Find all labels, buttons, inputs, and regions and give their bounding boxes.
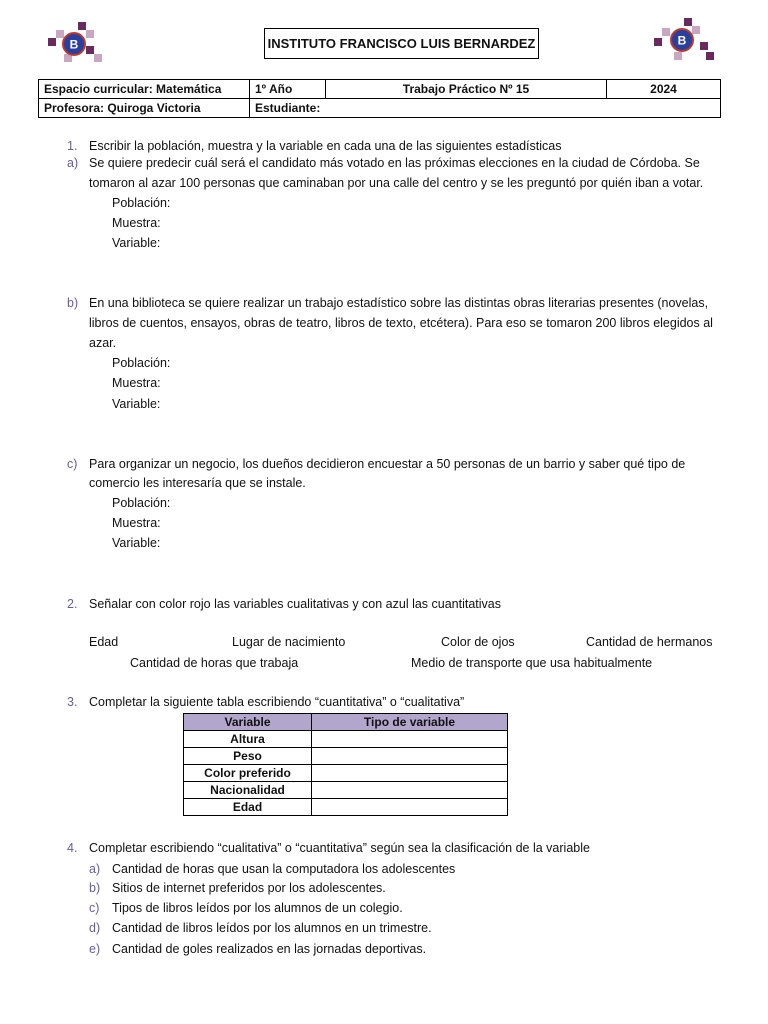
table-cell: Color preferido bbox=[184, 765, 312, 782]
field-label: Variable: bbox=[112, 397, 161, 411]
item-letter: e) bbox=[89, 942, 101, 956]
variable-word: Lugar de nacimiento bbox=[232, 635, 346, 649]
field-label: Muestra: bbox=[112, 216, 161, 230]
field-label: Población: bbox=[112, 356, 171, 370]
question-number: 1. bbox=[67, 139, 78, 153]
header-row bbox=[39, 80, 721, 99]
item-text: Cantidad de libros leídos por los alumnos en un trimestre. bbox=[112, 921, 432, 935]
answer-cell[interactable] bbox=[312, 765, 508, 782]
item-text: En una biblioteca se quiere realizar un trabajo estadístico sobre las distintas obras literarias presentes (novelas, bbox=[89, 296, 709, 310]
question-number: 3. bbox=[67, 695, 78, 709]
item-letter: d) bbox=[89, 921, 101, 935]
variable-word: Edad bbox=[89, 635, 119, 649]
table-row bbox=[184, 765, 508, 782]
school-logo-left bbox=[44, 22, 108, 68]
question-text: Escribir la población, muestra y la variable en cada una de las siguientes estadísticas bbox=[89, 139, 562, 153]
item-text: libros de cuentos, ensayos, obras de teatro, libros de texto, etcétera). Para eso se tomaron 200 libros elegidos al bbox=[89, 316, 713, 330]
question-number: 4. bbox=[67, 841, 78, 855]
teacher-cell: Profesora: Quiroga Victoria bbox=[39, 99, 250, 118]
question-number: 2. bbox=[67, 597, 78, 611]
field-label: Muestra: bbox=[112, 376, 161, 390]
table-header: Tipo de variable bbox=[312, 714, 508, 731]
table-cell: Altura bbox=[184, 731, 312, 748]
table-cell: Edad bbox=[184, 799, 312, 816]
table-header-row bbox=[184, 714, 508, 731]
assignment-cell: Trabajo Práctico Nº 15 bbox=[326, 80, 607, 99]
subject-cell: Espacio curricular: Matemática bbox=[39, 80, 250, 99]
header-row bbox=[39, 99, 721, 118]
item-letter: a) bbox=[67, 156, 79, 170]
school-logo-right bbox=[652, 18, 716, 64]
item-text: Cantidad de goles realizados en las jornadas deportivas. bbox=[112, 942, 427, 956]
item-letter: b) bbox=[89, 881, 101, 895]
variable-word: Cantidad de horas que trabaja bbox=[130, 656, 299, 670]
year-cell: 1º Año bbox=[250, 80, 326, 99]
school-year-cell: 2024 bbox=[607, 80, 721, 99]
logo-letter: B bbox=[69, 37, 79, 52]
item-text: Sitios de internet preferidos por los adolescentes. bbox=[112, 881, 386, 895]
item-text: azar. bbox=[89, 336, 117, 350]
table-row bbox=[184, 748, 508, 765]
answer-cell[interactable] bbox=[312, 782, 508, 799]
item-letter: a) bbox=[89, 862, 101, 876]
variable-word: Medio de transporte que usa habitualmente bbox=[411, 656, 653, 670]
variable-word: Cantidad de hermanos bbox=[586, 635, 713, 649]
item-text: comercio les interesaría que se instale. bbox=[89, 476, 306, 490]
table-row bbox=[184, 731, 508, 748]
answer-cell[interactable] bbox=[312, 799, 508, 816]
field-label: Variable: bbox=[112, 536, 161, 550]
field-label: Variable: bbox=[112, 236, 161, 250]
item-text: Tipos de libros leídos por los alumnos de un colegio. bbox=[112, 901, 403, 915]
field-label: Muestra: bbox=[112, 516, 161, 530]
answer-cell[interactable] bbox=[312, 748, 508, 765]
item-text: Se quiere predecir cuál será el candidato más votado en las próximas elecciones en la ciudad de Córdoba. Se bbox=[89, 156, 700, 170]
question-text: Completar escribiendo “cualitativa” o “cuantitativa” según sea la clasificación de la variable bbox=[89, 841, 590, 855]
answer-cell[interactable] bbox=[312, 731, 508, 748]
item-text: Cantidad de horas que usan la computadora los adolescentes bbox=[112, 862, 456, 876]
variables-table bbox=[183, 713, 508, 816]
item-letter: b) bbox=[67, 296, 79, 310]
table-header: Variable bbox=[184, 714, 312, 731]
field-label: Población: bbox=[112, 196, 171, 210]
field-label: Población: bbox=[112, 496, 171, 510]
item-letter: c) bbox=[89, 901, 100, 915]
table-cell: Peso bbox=[184, 748, 312, 765]
student-cell: Estudiante: bbox=[250, 99, 721, 118]
question-text: Señalar con color rojo las variables cualitativas y con azul las cuantitativas bbox=[89, 597, 502, 611]
item-letter: c) bbox=[67, 457, 78, 471]
school-title: INSTITUTO FRANCISCO LUIS BERNARDEZ bbox=[264, 28, 539, 59]
table-row bbox=[184, 782, 508, 799]
question-text: Completar la siguiente tabla escribiendo “cuantitativa” o “cualitativa” bbox=[89, 695, 465, 709]
header-table bbox=[38, 79, 721, 118]
logo-letter: B bbox=[677, 33, 687, 48]
variable-word: Color de ojos bbox=[441, 635, 515, 649]
table-cell: Nacionalidad bbox=[184, 782, 312, 799]
table-row bbox=[184, 799, 508, 816]
item-text: Para organizar un negocio, los dueños decidieron encuestar a 50 personas de un barrio y saber qué tipo de bbox=[89, 457, 686, 471]
item-text: tomaron al azar 100 personas que caminaban por una calle del centro y se les preguntó por quién iban a votar. bbox=[89, 176, 704, 190]
